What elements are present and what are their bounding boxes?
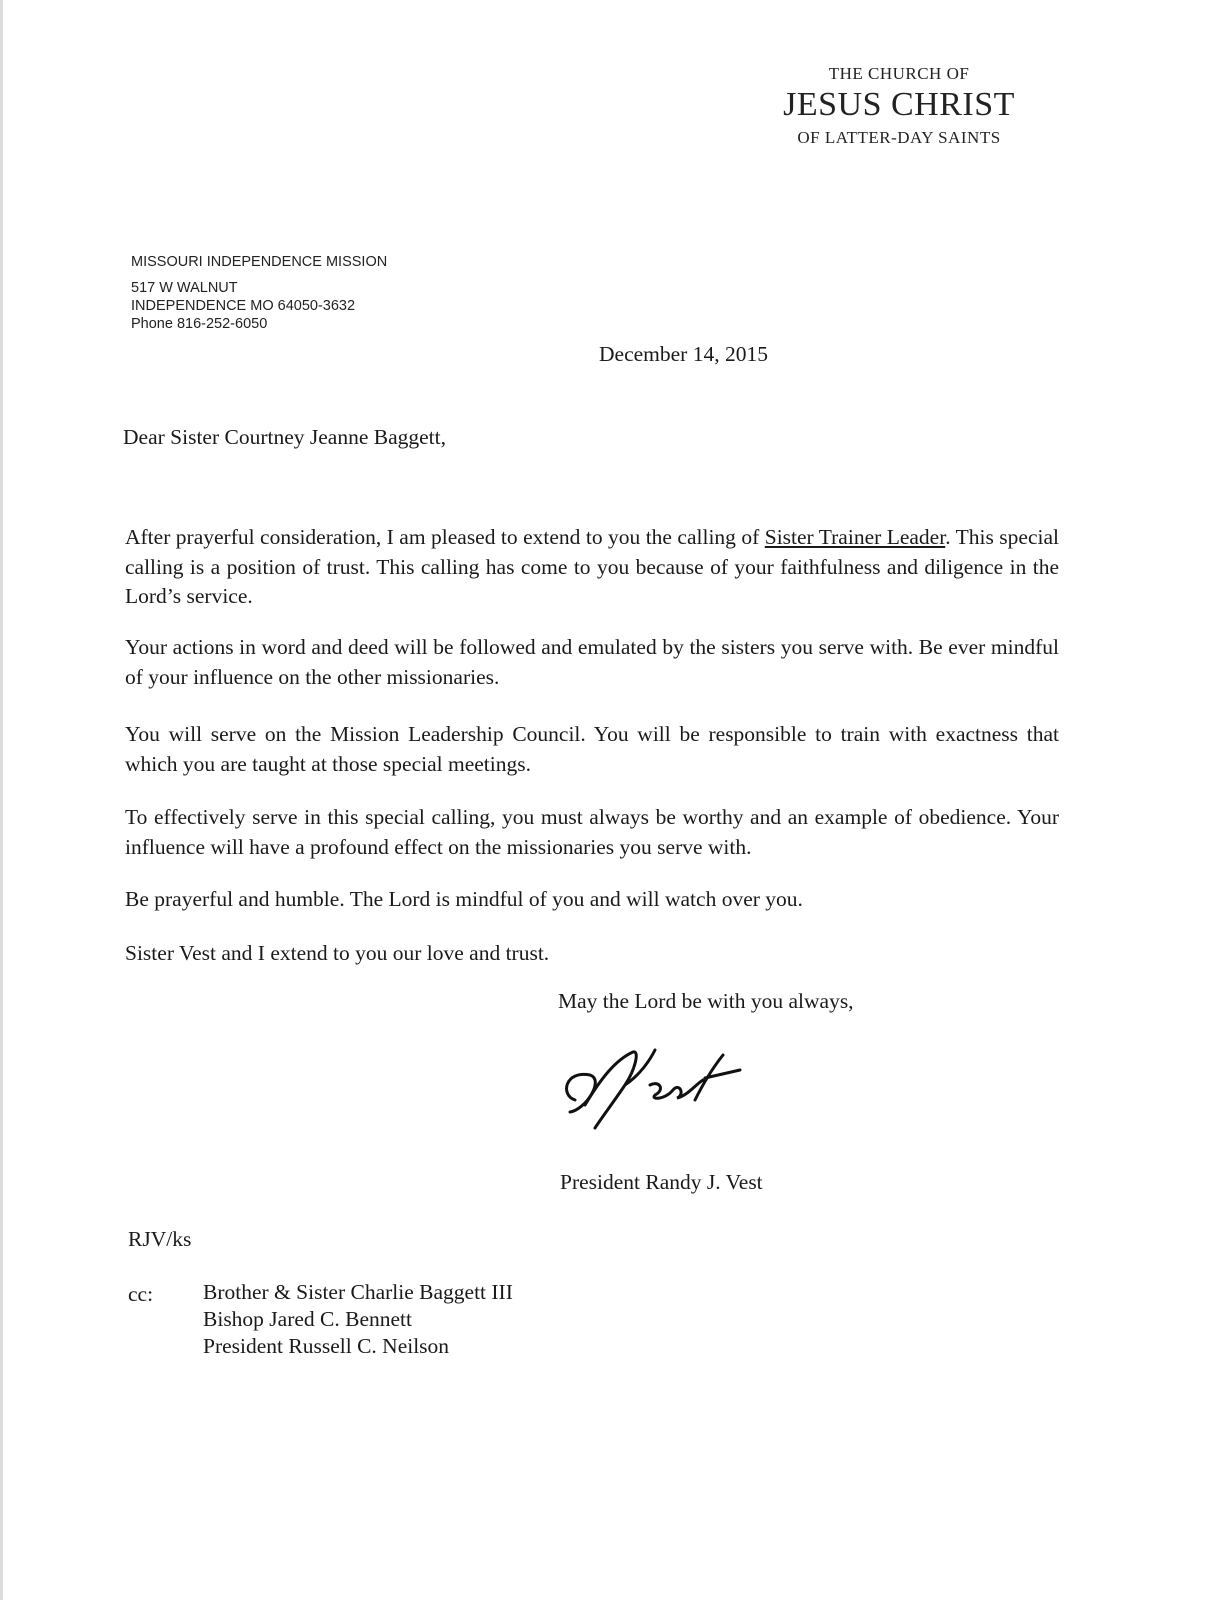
paragraph-2: Your actions in word and deed will be followed and emulated by the sisters you serve with. Be ever mindful of your influence on the other missionaries. xyxy=(125,635,1059,689)
city: INDEPENDENCE MO 64050-3632 xyxy=(131,298,356,314)
p1-text: After prayerful consideration, I am pleased to extend to you the calling of xyxy=(125,525,765,549)
mission-name: MISSOURI INDEPENDENCE MISSION xyxy=(131,254,388,270)
cc-label: cc: xyxy=(128,1282,154,1306)
scan-edge xyxy=(0,0,3,1600)
cc-recipient: Bishop Jared C. Bennett xyxy=(203,1307,413,1331)
letterhead-line1: THE CHURCH OF xyxy=(828,64,970,83)
signature xyxy=(555,1040,745,1135)
cc-recipient: President Russell C. Neilson xyxy=(203,1334,450,1358)
paragraph-1 xyxy=(125,523,1059,612)
letterhead-line3: OF LATTER-DAY SAINTS xyxy=(797,128,1001,147)
paragraph-6: Sister Vest and I extend to you our love and trust. xyxy=(125,941,550,965)
calling-title: Sister Trainer Leader xyxy=(764,525,946,549)
paragraph-5: Be prayerful and humble. The Lord is mindful of you and will watch over you. xyxy=(125,887,803,911)
signer-name: President Randy J. Vest xyxy=(560,1170,763,1194)
initials: RJV/ks xyxy=(128,1227,192,1251)
phone: Phone 816-252-6050 xyxy=(131,316,268,332)
street: 517 W WALNUT xyxy=(131,280,238,296)
cc-recipient: Brother & Sister Charlie Baggett III xyxy=(203,1280,513,1304)
salutation: Dear Sister Courtney Jeanne Baggett, xyxy=(123,425,447,449)
p1-text-end: . This special calling is a position of trust. This calling has come to you because of your faithfulness and diligence in the Lord’s service. xyxy=(125,525,1059,608)
paragraph-4: To effectively serve in this special calling, you must always be worthy and an example of obedience. Your influence will have a profound effect on the missionaries you serve with. xyxy=(125,805,1059,859)
closing: May the Lord be with you always, xyxy=(558,989,854,1013)
letter-date: December 14, 2015 xyxy=(599,342,768,366)
signature-image xyxy=(555,1040,745,1130)
paragraph-3: You will serve on the Mission Leadership Council. You will be responsible to train with exactness that which you are taught at those special meetings. xyxy=(125,722,1059,776)
letterhead-line2: JESUS CHRIST xyxy=(783,86,1015,123)
